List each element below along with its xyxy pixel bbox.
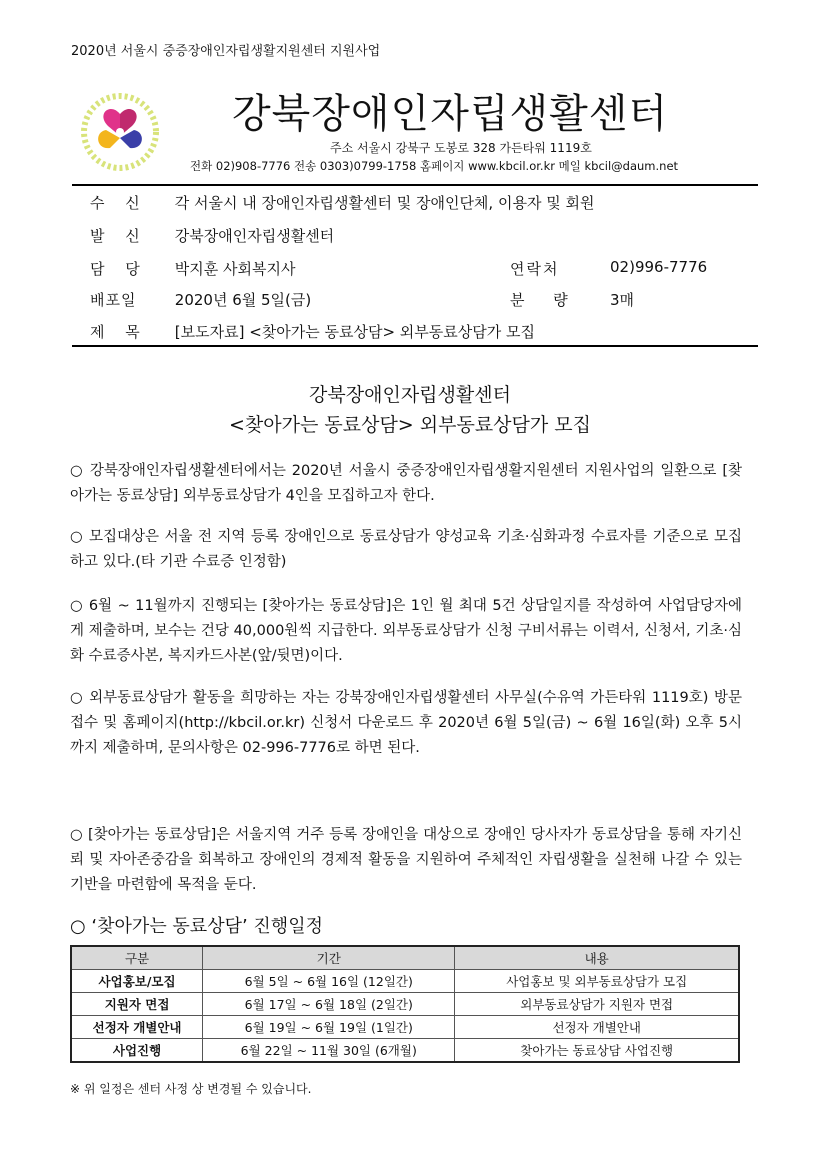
- org-contact: 전화 02)908-7776 전송 0303)0799-1758 홈페이지 www.kbcil.or.kr 메일 kbcil@daum.net: [190, 159, 679, 173]
- quantity-value: 3매: [610, 291, 635, 309]
- paragraph-1: ○ 강북장애인자립생활센터에서는 2020년 서울시 중증장애인자립생활지원센터 지원사업의 일환으로 [찾아가는 동료상담] 외부동료상담가 4인을 모집하고자 한다.: [70, 463, 742, 504]
- contact-value: 02)996-7776: [610, 258, 708, 276]
- header-rule-top: [72, 184, 758, 186]
- header-rule-bottom: [72, 345, 758, 347]
- support-line: 2020년 서울시 중증장애인자립생활지원센터 지원사업: [71, 44, 381, 59]
- schedule-cell-category: 지원자 면접: [71, 993, 203, 1016]
- contact-label: 연락처: [510, 260, 560, 278]
- schedule-header-content: 내용: [455, 946, 739, 970]
- org-address: 주소 서울시 강북구 도봉로 328 가든타워 1119호: [330, 141, 592, 155]
- subject-value: [보도자료] <찾아가는 동료상담> 외부동료상담가 모집: [174, 323, 535, 341]
- press-title-line2: <찾아가는 동료상담> 외부동료상담가 모집: [229, 414, 591, 436]
- table-row: [71, 1016, 739, 1039]
- schedule-cell-period: 6월 17일 ~ 6월 18일 (2일간): [203, 993, 455, 1016]
- quantity-label: 분 량: [510, 291, 580, 309]
- schedule-cell-content: 선정자 개별안내: [455, 1016, 739, 1039]
- schedule-header-row: [71, 946, 739, 970]
- recipient-row: [90, 192, 594, 213]
- sender-row: [90, 225, 334, 246]
- manager-value: 박지훈 사회복지사: [174, 260, 296, 278]
- schedule-cell-content: 외부동료상담가 지원자 면접: [455, 993, 739, 1016]
- date-label: 배포일: [90, 291, 137, 309]
- schedule-title: ○ ‘찾아가는 동료상담’ 진행일정: [70, 916, 323, 937]
- subject-row: [90, 321, 535, 342]
- recipient-value: 각 서울시 내 장애인자립생활센터 및 장애인단체, 이용자 및 회원: [174, 194, 595, 212]
- schedule-cell-period: 6월 5일 ~ 6월 16일 (12일간): [203, 970, 455, 993]
- schedule-cell-category: 사업진행: [71, 1039, 203, 1063]
- manager-label: 담 당: [90, 260, 148, 278]
- center-logo: [80, 92, 160, 172]
- schedule-cell-category: 사업홍보/모집: [71, 970, 203, 993]
- date-row: [90, 289, 311, 310]
- schedule-cell-period: 6월 19일 ~ 6월 19일 (1일간): [203, 1016, 455, 1039]
- sender-value: 강북장애인자립생활센터: [174, 227, 335, 245]
- schedule-table: [70, 945, 740, 1063]
- sender-label: 발 신: [90, 227, 148, 245]
- recipient-label: 수 신: [90, 194, 148, 212]
- schedule-cell-category: 선정자 개별안내: [71, 1016, 203, 1039]
- subject-label: 제 목: [90, 323, 148, 341]
- table-row: [71, 970, 739, 993]
- schedule-header-category: 구분: [71, 946, 203, 970]
- manager-row: [90, 258, 295, 279]
- paragraph-2: ○ 모집대상은 서울 전 지역 등록 장애인으로 동료상담가 양성교육 기초·심화과정 수료자를 기준으로 모집하고 있다.(타 기관 수료증 인정함): [70, 529, 742, 570]
- press-title-line1: 강북장애인자립생활센터: [309, 384, 511, 406]
- schedule-cell-content: 사업홍보 및 외부동료상담가 모집: [455, 970, 739, 993]
- org-title: 강북장애인자립생활센터: [232, 91, 669, 137]
- schedule-cell-period: 6월 22일 ~ 11월 30일 (6개월): [203, 1039, 455, 1063]
- paragraph-3: ○ 6월 ~ 11월까지 진행되는 [찾아가는 동료상담]은 1인 월 최대 5건 상담일지를 작성하여 사업담당자에게 제출하며, 보수는 건당 40,000원씩 지급한다. 외부동료상담가 신청 구비서류는 이력서, 신청서, 기초·심화 수료증사본, 복지카드사본(앞/뒷면)이다.: [70, 598, 742, 664]
- table-row: [71, 1039, 739, 1063]
- schedule-note: ※ 위 일정은 센터 사정 상 변경될 수 있습니다.: [70, 1082, 312, 1096]
- schedule-cell-content: 찾아가는 동료상담 사업진행: [455, 1039, 739, 1063]
- schedule-header-period: 기간: [203, 946, 455, 970]
- paragraph-5: ○ [찾아가는 동료상담]은 서울지역 거주 등록 장애인을 대상으로 장애인 당사자가 동료상담을 통해 자기신뢰 및 자아존중감을 회복하고 장애인의 경제적 활동을 지원하여 주체적인 자립생활을 실천해 나갈 수 있는 기반을 마련함에 목적을 둔다.: [70, 827, 742, 893]
- date-value: 2020년 6월 5일(금): [174, 291, 312, 309]
- paragraph-4: ○ 외부동료상담가 활동을 희망하는 자는 강북장애인자립생활센터 사무실(수유역 가든타워 1119호) 방문접수 및 홈페이지(http://kbcil.or.kr) 신청서 다운로드 후 2020년 6월 5일(금) ~ 6월 16일(화) 오후 5시까지 제출하며, 문의사항은 02-996-7776로 하면 된다.: [70, 690, 742, 756]
- table-row: [71, 993, 739, 1016]
